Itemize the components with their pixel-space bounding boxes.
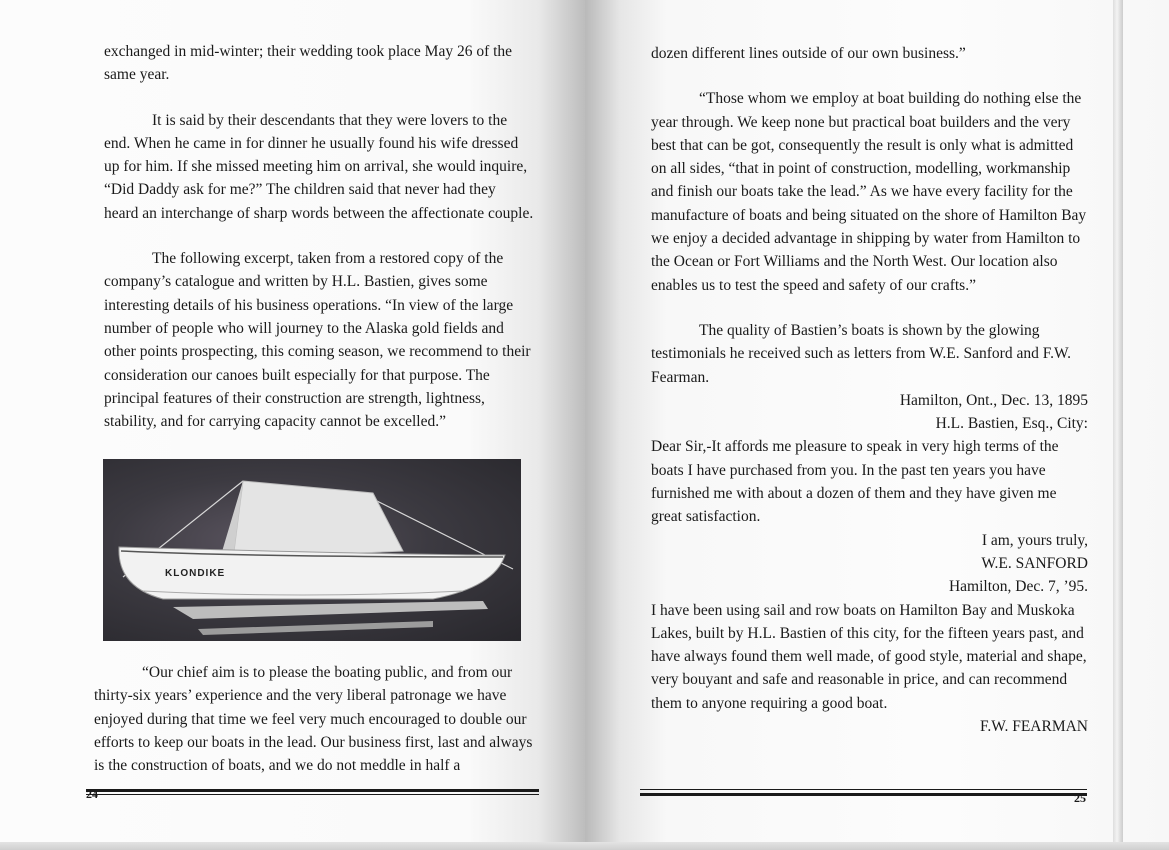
- right-page-text: [651, 42, 1088, 738]
- footer-rule-right: [640, 793, 1087, 796]
- footer-rule-left-thin: [86, 794, 539, 795]
- letter2-body: I have been using sail and row boats on Hamilton Bay and Muskoka Lakes, built by H.L. Bastien of this city, for the fifteen years past, and have always found them well made, of good style, material and shape, very bouyant and safe and reasonable in price, and can recommend them to anyone requiring a good boat.: [651, 601, 1087, 712]
- footer-rule-left: [86, 789, 539, 792]
- letter1-dateline: Hamilton, Ont., Dec. 13, 1895: [899, 391, 1088, 409]
- klondike-boat-illustration: [103, 459, 521, 641]
- paragraph-quality: The quality of Bastien’s boats is shown by the glowing testimonials he received such as letters from W.E. Sanford and F.W. Fearman.: [651, 321, 1072, 386]
- boat-name-label: KLONDIKE: [165, 568, 226, 579]
- footer-rule-right-thin: [640, 789, 1087, 790]
- letter2-signature: F.W. FEARMAN: [979, 718, 1088, 736]
- cradle-base: [198, 621, 433, 635]
- left-page-text-top: [104, 40, 534, 433]
- left-page-text-bottom: [94, 661, 534, 777]
- right-page: [585, 0, 1169, 850]
- boat-cradle: [173, 601, 488, 619]
- paragraph-chief-aim: “Our chief aim is to please the boating public, and from our thirty-six years’ experience and the very liberal patronage we have enjoyed during that time we feel very much encouraged to double our efforts to keep our boats in the lead. Our business first, last and always is the construction of boats, and we do not meddle in half a: [94, 664, 533, 775]
- paragraph-dozen-lines: dozen different lines outside of our own business.”: [651, 45, 966, 62]
- paragraph-employ: “Those whom we employ at boat building do nothing else the year through. We keep none but practical boat builders and the very best that can be got, consequently the result is only what is admitted on all sides, “that in point of construction, modelling, workmanship and finish our boats take the lead.” As we have every facility for the manufacture of boats and being situated on the shore of Hamilton Bay we enjoy a decided advantage in shipping by water from Hamilton to the Ocean or Fort Williams and the North West. Our location also enables us to test the speed and safety of our crafts.”: [651, 90, 1087, 294]
- boat-drawing: [103, 459, 521, 641]
- letter1-addressee: H.L. Bastien, Esq., City:: [935, 415, 1088, 433]
- letter2-dateline: Hamilton, Dec. 7, ’95.: [948, 578, 1088, 596]
- paragraph-excerpt: The following excerpt, taken from a restored copy of the company’s catalogue and written by H.L. Bastien, gives some interesting details of his business operations. “In view of the large number of people who will journey to the Alaska gold fields and other points prospecting, this coming season, we recommend to their consideration our canoes built especially for that purpose. The principal features of their construction are strength, lightness, stability, and for carrying capacity cannot be excelled.”: [104, 250, 531, 431]
- page-edge-shadow: [1113, 0, 1123, 850]
- paragraph-lovers: It is said by their descendants that they were lovers to the end. When he came in for dinner he usually found his wife dressed up for him. If she missed meeting him on arrival, she would inquire, “Did Daddy ask for me?” The children said that never had they heard an interchange of sharp words between the affectionate couple.: [104, 111, 534, 222]
- page-number-right: 25: [1074, 791, 1086, 805]
- letter1-signature: W.E. SANFORD: [981, 554, 1088, 572]
- page-number-left: 24: [86, 787, 98, 801]
- canopy-tent: [233, 481, 403, 559]
- letter1-body: Dear Sir,-It affords me pleasure to speak in very high terms of the boats I have purchased from you. In the past ten years you have furnished me with about a dozen of them and they have given me great satisfaction.: [651, 438, 1059, 526]
- letter1-closing: I am, yours truly,: [981, 531, 1088, 549]
- scan-bottom-edge: [0, 842, 1169, 850]
- paragraph-wedding: exchanged in mid-winter; their wedding took place May 26 of the same year.: [104, 43, 513, 84]
